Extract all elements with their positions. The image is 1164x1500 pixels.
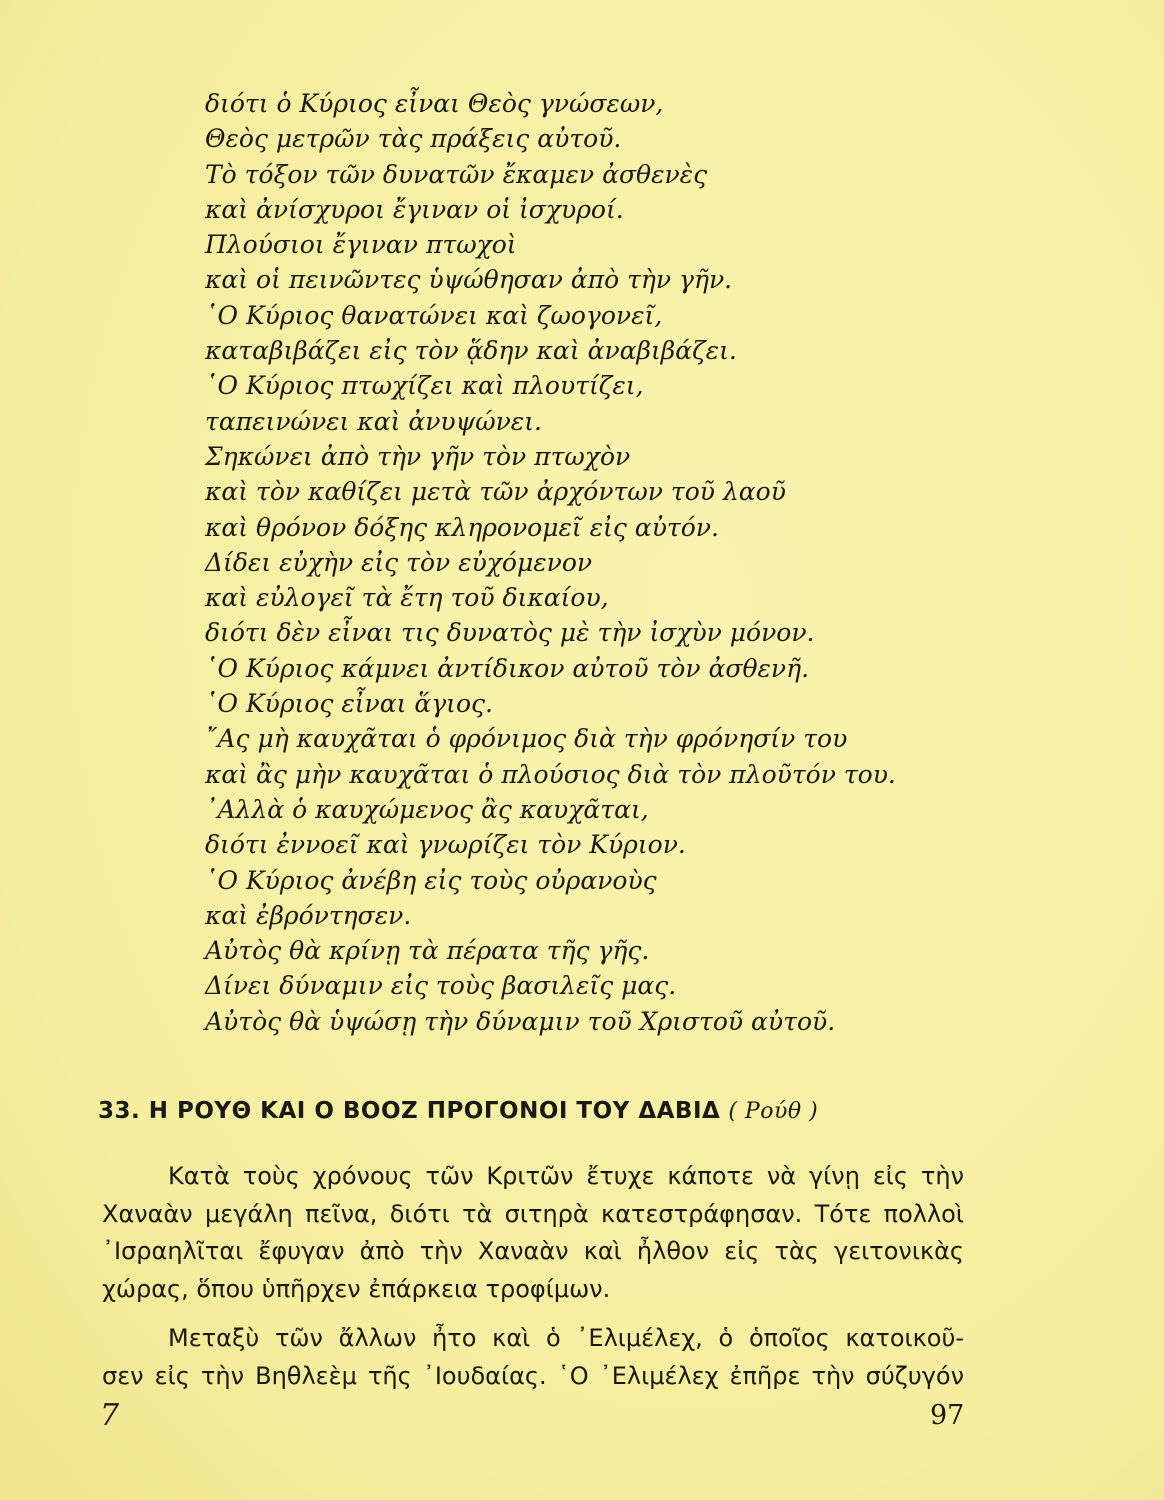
poem-block — [205, 86, 1085, 1039]
poem-line: Τὸ τόξον τῶν δυνατῶν ἔκαμεν ἀσθενὲς — [205, 159, 708, 189]
prose-body — [102, 1158, 964, 1407]
poem-line: ῾Ο Κύριος εἶναι ἅγιος. — [205, 689, 493, 719]
poem-line: καὶ θρόνον δόξης κληρονομεῖ εἰς αὐτόν. — [205, 512, 719, 542]
poem-line: καὶ τὸν καθίζει μετὰ τῶν ἀρχόντων τοῦ λαοῦ — [205, 477, 786, 507]
poem-line: καὶ εὐλογεῖ τὰ ἔτη τοῦ δικαίου, — [205, 583, 609, 613]
poem-line: καταβιβάζει εἰς τὸν ᾅδην καὶ ἀναβιβάζει. — [205, 336, 737, 366]
poem-line: καὶ ἀνίσχυροι ἔγιναν οἱ ἰσχυροί. — [205, 194, 624, 224]
section-reference: ( Ρούθ ) — [728, 1099, 819, 1124]
text-line: Χαναὰν μεγάλη πεῖνα, διότι τὰ σιτηρὰ κατεστράφησαν. Τότε πολλοὶ — [102, 1199, 964, 1228]
poem-line: Σηκώνει ἀπὸ τὴν γῆν τὸν πτωχὸν — [205, 441, 631, 471]
poem-line: ῾Ο Κύριος ἀνέβη εἰς τοὺς οὐρανοὺς — [205, 865, 657, 895]
poem-line: καὶ ἐβρόντησεν. — [205, 900, 412, 930]
poem-line: Θεὸς μετρῶν τὰς πράξεις αὐτοῦ. — [205, 124, 622, 154]
section-title: 33. Η ΡΟΥΘ ΚΑΙ Ο ΒΟΟΖ ΠΡΟΓΟΝΟΙ ΤΟΥ ΔΑΒΙΔ — [98, 1098, 721, 1124]
poem-line: Δίνει δύναμιν εἰς τοὺς βασιλεῖς μας. — [205, 971, 677, 1001]
poem-line: Πλούσιοι ἔγιναν πτωχοὶ — [205, 230, 517, 260]
poem-line: ῎Ας μὴ καυχᾶται ὁ φρόνιμος διὰ τὴν φρόνησίν του — [205, 724, 848, 754]
signature-mark: 7 — [100, 1398, 120, 1433]
poem-line: ᾽Αλλὰ ὁ καυχώμενος ἂς καυχᾶται, — [205, 794, 649, 824]
poem-line: διότι δὲν εἶναι τις δυνατὸς μὲ τὴν ἰσχὺν μόνον. — [205, 618, 815, 648]
section-heading — [98, 1098, 1098, 1124]
poem-line: Αὐτὸς θὰ ὑψώσῃ τὴν δύναμιν τοῦ Χριστοῦ αὐτοῦ. — [205, 1006, 836, 1036]
poem-line: Δίδει εὐχὴν εἰς τὸν εὐχόμενον — [205, 547, 593, 577]
text-line: χώρας, ὅπου ὑπῆρχεν ἐπάρκεια τροφίμων. — [102, 1274, 611, 1303]
poem-line: καὶ οἱ πεινῶντες ὑψώθησαν ἀπὸ τὴν γῆν. — [205, 265, 733, 295]
poem-line: ῾Ο Κύριος θανατώνει καὶ ζωογονεῖ, — [205, 300, 663, 330]
text-line: σεν εἰς τὴν Βηθλεὲμ τῆς ᾽Ιουδαίας. ῾Ο ᾽Ελιμέλεχ ἐπῆρε τὴν σύζυγόν — [102, 1361, 964, 1390]
poem-line: Αὐτὸς θὰ κρίνῃ τὰ πέρατα τῆς γῆς. — [205, 936, 650, 966]
paragraph — [102, 1158, 964, 1308]
poem-line: ταπεινώνει καὶ ἀνυψώνει. — [205, 406, 542, 436]
paragraph — [102, 1320, 964, 1395]
poem-line: ῾Ο Κύριος κάμνει ἀντίδικον αὐτοῦ τὸν ἀσθενῆ. — [205, 653, 810, 683]
text-line: ᾽Ισραηλῖται ἔφυγαν ἀπὸ τὴν Χαναὰν καὶ ἦλθον εἰς τὰς γειτονικὰς — [102, 1237, 964, 1265]
poem-line: ῾Ο Κύριος πτωχίζει καὶ πλουτίζει, — [205, 371, 644, 401]
poem-line: καὶ ἂς μὴν καυχᾶται ὁ πλούσιος διὰ τὸν πλοῦτόν του. — [205, 759, 896, 789]
text-line: Κατὰ τοὺς χρόνους τῶν Κριτῶν ἔτυχε κάποτε νὰ γίνῃ εἰς τὴν — [168, 1162, 964, 1190]
poem-line: διότι ὁ Κύριος εἶναι Θεὸς γνώσεων, — [205, 89, 664, 118]
poem-line: διότι ἐννοεῖ καὶ γνωρίζει τὸν Κύριον. — [205, 830, 686, 860]
text-line: Μεταξὺ τῶν ἄλλων ἦτο καὶ ὁ ᾽Ελιμέλεχ, ὁ ὁποῖος κατοικοῦ- — [168, 1324, 964, 1352]
page-number: 97 — [930, 1400, 965, 1431]
